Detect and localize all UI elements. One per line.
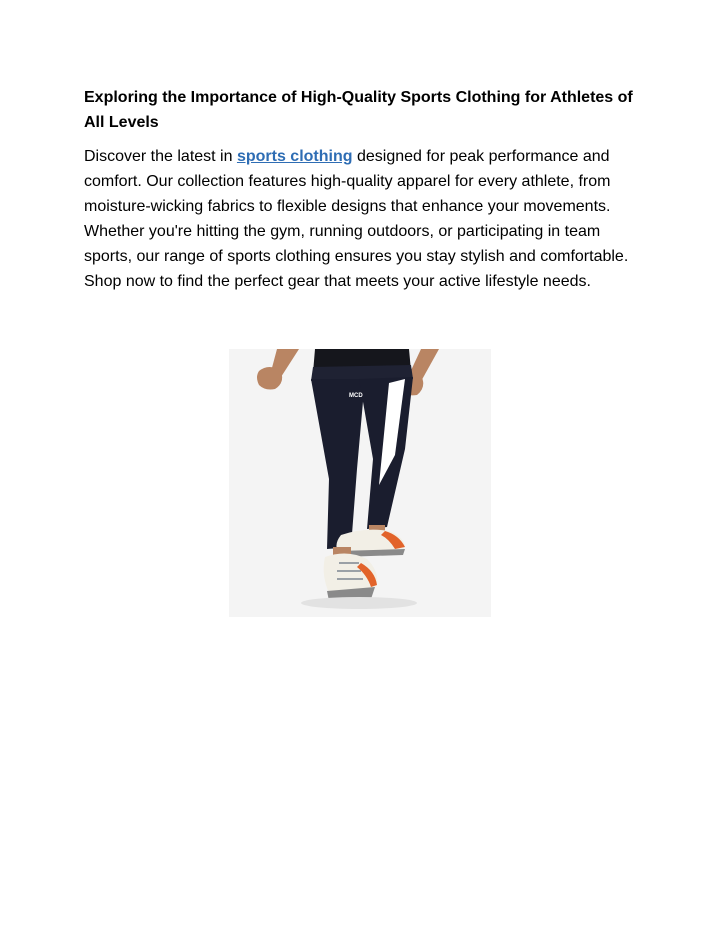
floor-shadow xyxy=(301,597,417,609)
left-hand xyxy=(257,367,282,390)
intro-text-after-link: designed for peak performance and comfort. Our collection features high-quality apparel for every athlete, from moisture-wicking fabrics to flexible designs that enhance your movements. Whether you're hitting the gym, running outdoors, or participating in team sports, our range of sports clothing ensures you stay stylish and comfortable. Shop now to find the perfect gear that meets your active lifestyle needs. xyxy=(84,148,629,290)
article-title: Exploring the Importance of High-Quality Sports Clothing for Athletes of All Levels xyxy=(84,89,633,131)
product-photo xyxy=(229,349,491,617)
intro-text-before-link: Discover the latest in xyxy=(84,148,237,165)
sports-clothing-link[interactable]: sports clothing xyxy=(236,148,353,165)
track-pants-illustration xyxy=(229,349,491,617)
article-intro-paragraph xyxy=(84,144,644,294)
pants-logo: MCD xyxy=(349,393,363,399)
